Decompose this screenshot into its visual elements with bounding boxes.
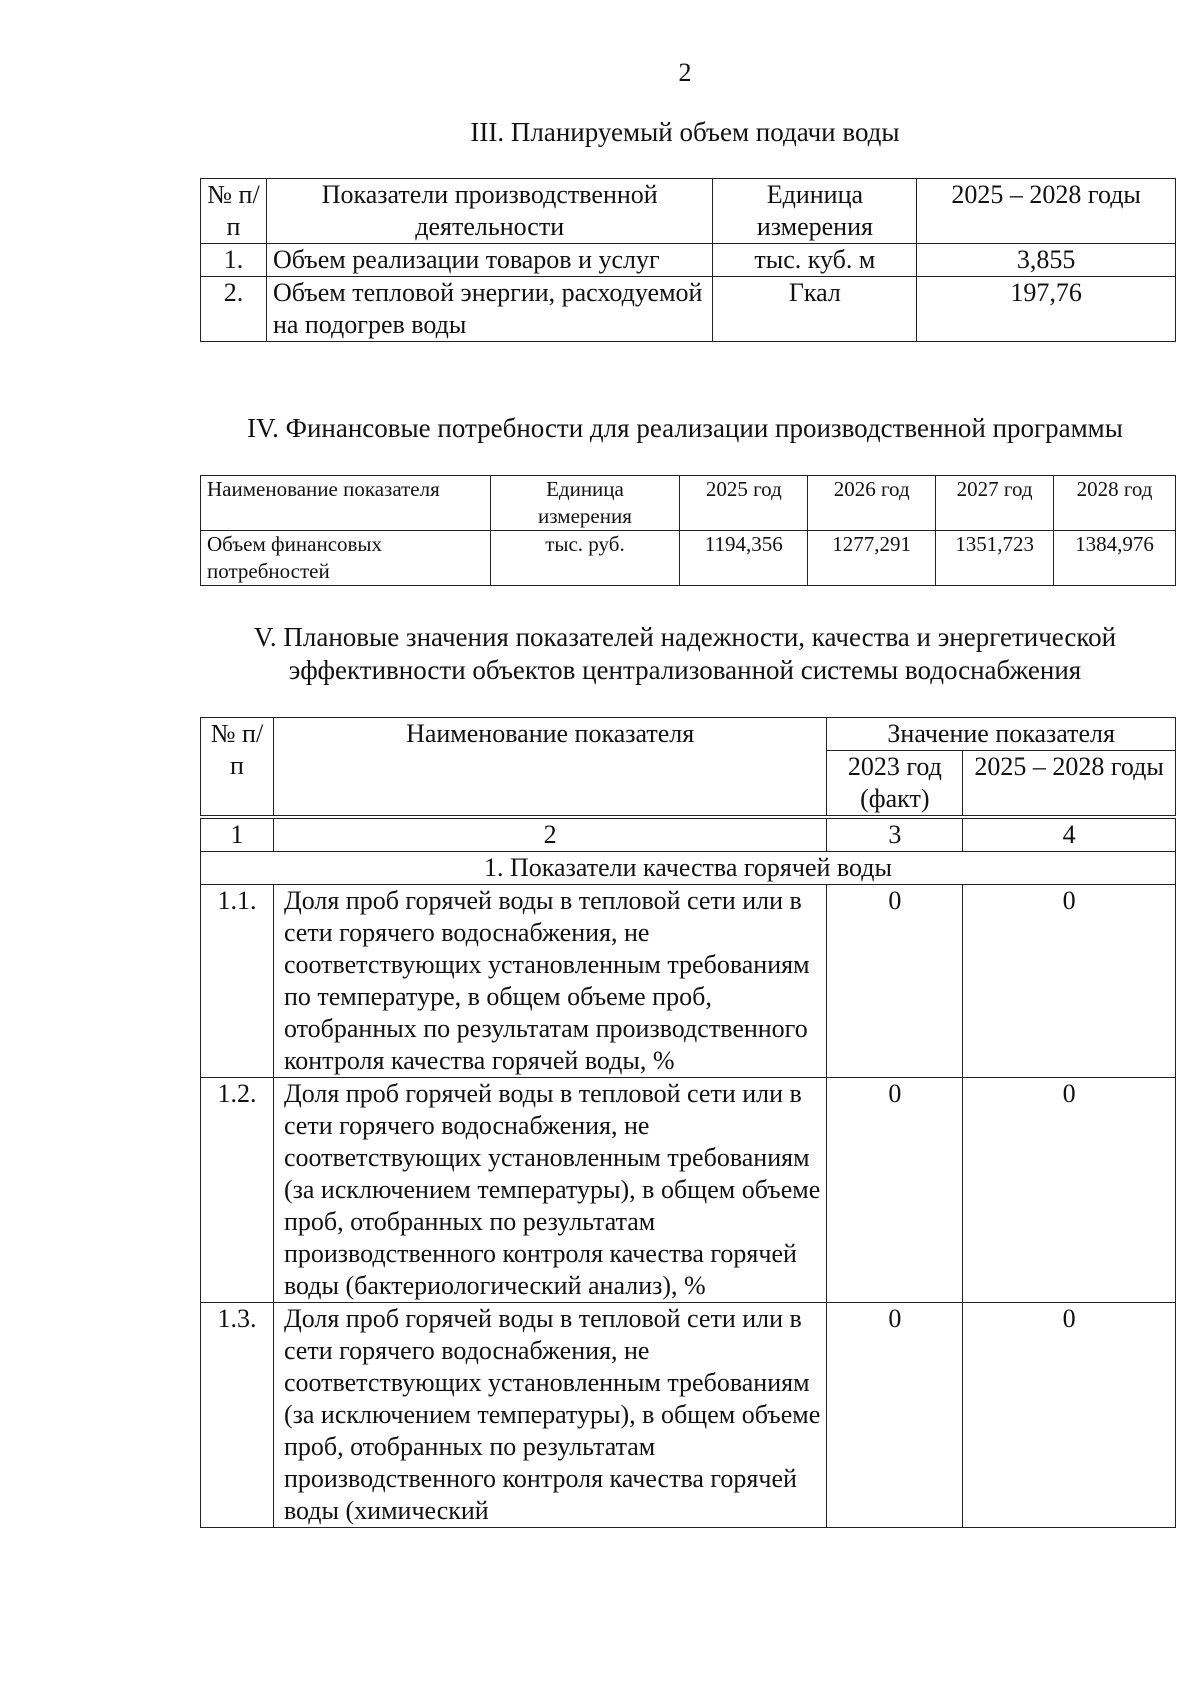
subsection-title: 1. Показатели качества горячей воды (201, 852, 1176, 885)
planned-supply-table (200, 178, 1176, 342)
row-indicator: Доля проб горячей воды в тепловой сети или в сети горячего водоснабжения, не соответствующих установленным требованиям (за исключением температуры), в общем объеме проб, отобранных по результатам производственного контроля качества горячей воды (бактериологический анализ), % (273, 1078, 826, 1303)
row-num: 1. (201, 244, 267, 277)
row-unit: Гкал (713, 277, 917, 342)
table-row (201, 1078, 1176, 1303)
column-number: 4 (963, 817, 1176, 852)
section-3-title: III. Планируемый объем подачи воды (470, 117, 900, 147)
col-header-2026: 2026 год (808, 476, 936, 531)
row-indicator: Объем тепловой энергии, расходуемой на подогрев воды (266, 277, 713, 342)
section-4-title: IV. Финансовые потребности для реализации производственной программы (247, 413, 1123, 443)
table-row (201, 277, 1176, 342)
row-value-2025-2028: 0 (963, 1078, 1176, 1303)
row-num: 2. (201, 277, 267, 342)
row-value-2023: 0 (827, 1303, 963, 1528)
col-header-2025: 2025 год (680, 476, 808, 531)
col-header-unit: Единица измерения (713, 179, 917, 244)
row-value-2027: 1351,723 (936, 531, 1054, 586)
table-header-row (201, 718, 1176, 751)
table-row (201, 1303, 1176, 1528)
row-value-2023: 0 (827, 1078, 963, 1303)
row-value-2023: 0 (827, 885, 963, 1078)
indicators-table (200, 717, 1176, 1528)
table-row (201, 531, 1176, 586)
row-value-2025-2028: 0 (963, 1303, 1176, 1528)
col-header-indicator: Показатели производственной деятельности (266, 179, 713, 244)
col-header-2025-2028: 2025 – 2028 годы (963, 751, 1176, 818)
col-header-2028: 2028 год (1054, 476, 1176, 531)
row-value: 3,855 (917, 244, 1176, 277)
row-indicator: Объем реализации товаров и услуг (266, 244, 713, 277)
col-header-2027: 2027 год (936, 476, 1054, 531)
table-header-row (201, 179, 1176, 244)
row-unit: тыс. куб. м (713, 244, 917, 277)
col-header-2023: 2023 год (факт) (827, 751, 963, 818)
table-header-row (201, 476, 1176, 531)
row-value-2028: 1384,976 (1054, 531, 1176, 586)
row-value: 197,76 (917, 277, 1176, 342)
subsection-row (201, 852, 1176, 885)
section-5-title-line-2: эффективности объектов централизованной системы водоснабжения (288, 655, 1082, 685)
row-value-2025: 1194,356 (680, 531, 808, 586)
row-indicator: Доля проб горячей воды в тепловой сети или в сети горячего водоснабжения, не соответствующих установленным требованиям (за исключением температуры), в общем объеме проб, отобранных по результатам производственного контроля качества горячей воды (химический (273, 1303, 826, 1528)
table-row (201, 244, 1176, 277)
financial-needs-table (200, 475, 1176, 586)
col-header-name: Наименование показателя (201, 476, 491, 531)
col-header-years: 2025 – 2028 годы (917, 179, 1176, 244)
column-number: 2 (273, 817, 826, 852)
table-row (201, 885, 1176, 1078)
col-header-name: Наименование показателя (273, 718, 826, 818)
row-value-2025-2028: 0 (963, 885, 1176, 1078)
row-name: Объем финансовых потребностей (201, 531, 491, 586)
col-header-num: № п/п (201, 718, 274, 818)
row-num: 1.1. (201, 885, 274, 1078)
page-number: 2 (678, 58, 692, 87)
column-number-row (201, 817, 1176, 852)
row-indicator: Доля проб горячей воды в тепловой сети или в сети горячего водоснабжения, не соответствующих установленным требованиям по температуре, в общем объеме проб, отобранных по результатам производственного контроля качества горячей воды, % (273, 885, 826, 1078)
row-num: 1.3. (201, 1303, 274, 1528)
col-header-unit: Единица измерения (490, 476, 680, 531)
row-value-2026: 1277,291 (808, 531, 936, 586)
col-header-num: № п/п (201, 179, 267, 244)
column-number: 1 (201, 817, 274, 852)
column-number: 3 (827, 817, 963, 852)
col-header-value-group: Значение показателя (827, 718, 1176, 751)
section-5-title-line-1: V. Плановые значения показателей надежности, качества и энергетической (253, 622, 1117, 652)
row-num: 1.2. (201, 1078, 274, 1303)
row-unit: тыс. руб. (490, 531, 680, 586)
